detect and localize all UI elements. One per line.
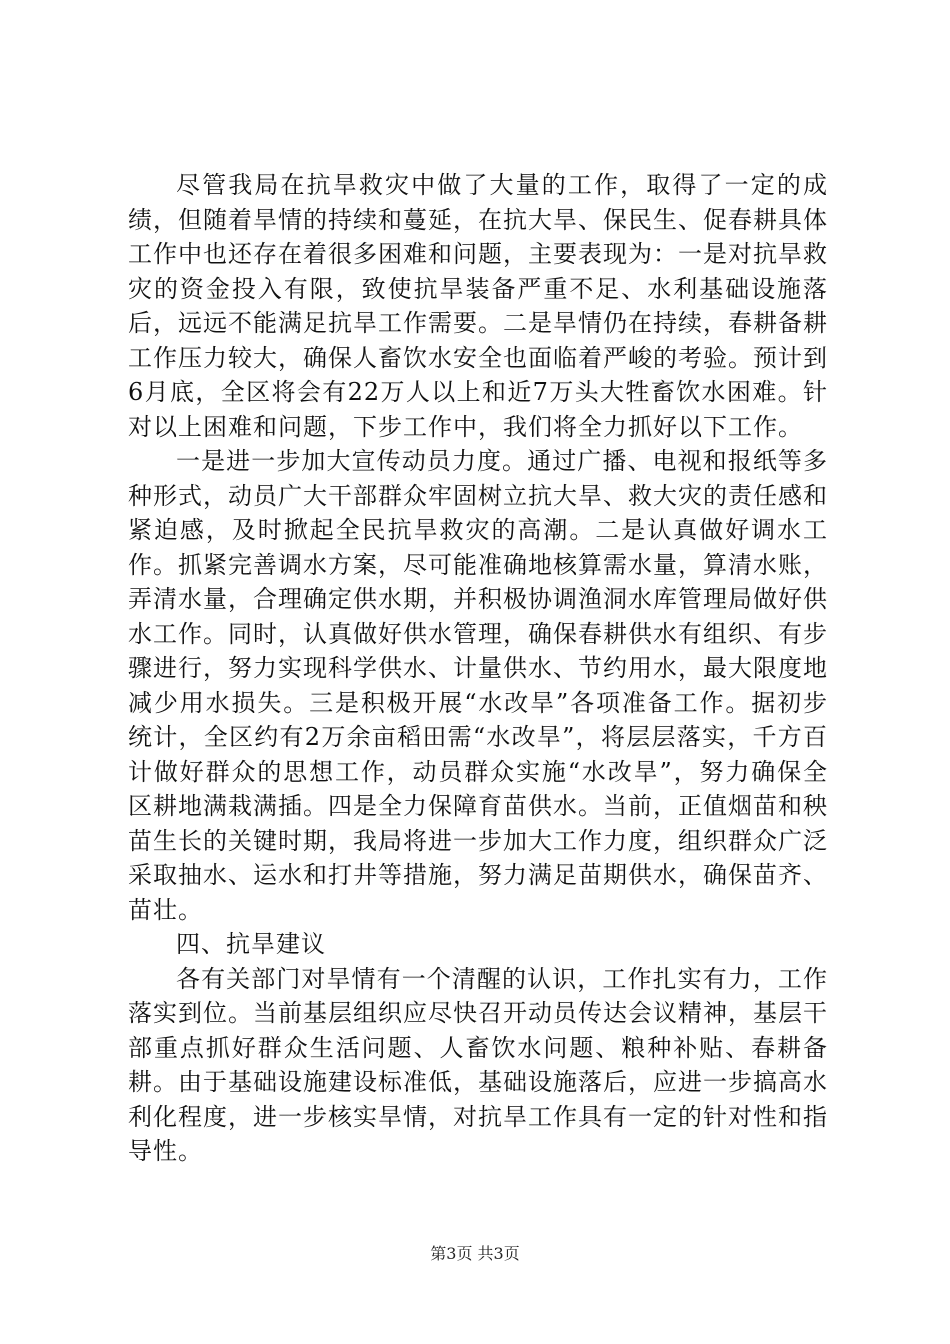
paragraph-difficulties: 尽管我局在抗旱救灾中做了大量的工作，取得了一定的成绩，但随着旱情的持续和蔓延，在抗大旱、保民生、促春耕具体工作中也还存在着很多困难和问题，主要表现为：一是对抗旱救灾的资金投入有限，致使抗旱装备严重不足、水利基础设施落后，远远不能满足抗旱工作需要。二是旱情仍在持续，春耕备耕工作压力较大，确保人畜饮水安全也面临着严峻的考验。预计到6月底，全区将会有22万人以上和近7万头大牲畜饮水困难。针对以上困难和问题，下步工作中，我们将全力抓好以下工作。 (128, 171, 828, 441)
section-heading-suggestions: 四、抗旱建议 (176, 930, 326, 958)
paragraph-suggestions: 各有关部门对旱情有一个清醒的认识，工作扎实有力，工作落实到位。当前基层组织应尽快召开动员传达会议精神，基层干部重点抓好群众生活问题、人畜饮水问题、粮种补贴、春耕备耕。由于基础设施建设标准低，基础设施落后，应进一步搞高水利化程度，进一步核实旱情，对抗旱工作具有一定的针对性和指导性。 (128, 964, 828, 1165)
page-number-footer: 第3页 共3页 (430, 1244, 520, 1263)
document-body (128, 168, 828, 1169)
paragraph-measures: 一是进一步加大宣传动员力度。通过广播、电视和报纸等多种形式，动员广大干部群众牢固树立抗大旱、救大灾的责任感和紧迫感，及时掀起全民抗旱救灾的高潮。二是认真做好调水工作。抓紧完善调水方案，尽可能准确地核算需水量，算清水账，弄清水量，合理确定供水期，并积极协调渔洞水库管理局做好供水工作。同时，认真做好供水管理，确保春耕供水有组织、有步骤进行，努力实现科学供水、计量供水、节约用水，最大限度地减少用水损失。三是积极开展“水改旱”各项准备工作。据初步统计，全区约有2万余亩稻田需“水改旱”，将层层落实，千方百计做好群众的思想工作，动员群众实施“水改旱”，努力确保全区耕地满栽满插。四是全力保障育苗供水。当前，正值烟苗和秧苗生长的关键时期，我局将进一步加大工作力度，组织群众广泛采取抽水、运水和打井等措施，努力满足苗期供水，确保苗齐、苗壮。 (128, 447, 828, 924)
